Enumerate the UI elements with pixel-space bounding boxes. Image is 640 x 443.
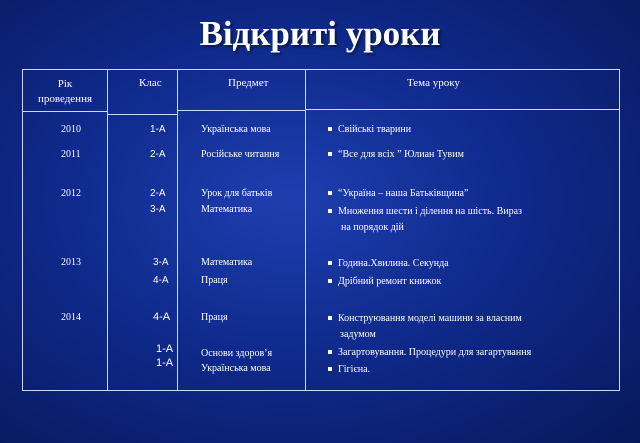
- header-year-line1: Рік: [57, 78, 73, 90]
- year-cell: 2013: [61, 257, 81, 268]
- topic-cell: Свійські тварини: [328, 123, 411, 136]
- subject-cell: Українська мова: [201, 124, 271, 135]
- topic-cell: Загартовування. Процедури для загартування: [328, 346, 531, 359]
- class-cell: 4-А: [153, 311, 171, 323]
- slide-title: Відкриті уроки: [199, 14, 441, 53]
- topic-cell: “Україна – наша Батьківщина”: [328, 187, 468, 200]
- year-cell: 2011: [61, 149, 81, 160]
- subject-cell: Математика: [201, 204, 253, 215]
- topic-cell: Година.Хвилина. Секунда: [328, 257, 449, 270]
- header-subject: Предмет: [228, 77, 269, 89]
- class-cell: 3-А: [153, 257, 169, 268]
- class-cell: 2-А: [150, 188, 166, 199]
- subject-cell: Українська мова: [201, 363, 271, 374]
- row-divider: [23, 111, 107, 112]
- class-cell: 2-А: [150, 149, 166, 160]
- topic-cell: Гігієна.: [328, 363, 370, 376]
- class-cell: 3-А: [150, 204, 166, 215]
- year-cell: 2010: [61, 124, 81, 135]
- subject-cell: Російське читання: [201, 149, 280, 160]
- subject-cell: Математика: [201, 257, 253, 268]
- lessons-table: [22, 69, 620, 391]
- column-divider: [107, 70, 108, 390]
- topic-cell: “Все для всіх ” Юлиан Тувим: [328, 148, 464, 161]
- header-topic: Тема уроку: [407, 77, 460, 89]
- topic-cell: Множення шести і ділення на шість. Вираз: [328, 205, 522, 218]
- topic-cell: Конструювання моделі машини за власним: [328, 312, 522, 325]
- class-cell: 1-А: [156, 343, 174, 355]
- header-year-line2: проведення: [37, 93, 93, 105]
- subject-cell: Урок для батьків: [201, 188, 273, 199]
- subject-cell: Праця: [201, 312, 228, 323]
- class-cell: 4-А: [153, 275, 169, 286]
- row-divider: [177, 110, 305, 111]
- row-divider: [305, 109, 619, 110]
- header-year: [23, 77, 107, 107]
- class-cell: 1-А: [150, 124, 166, 135]
- subject-cell: Праця: [201, 275, 228, 286]
- year-cell: 2012: [61, 188, 81, 199]
- header-class: Клас: [139, 77, 162, 89]
- column-divider: [305, 70, 306, 390]
- year-cell: 2014: [61, 312, 81, 323]
- topic-cell: Дрібний ремонт книжок: [328, 275, 441, 288]
- topic-cell-continuation: на порядок дій: [341, 222, 404, 233]
- subject-cell: Основи здоров’я: [201, 348, 273, 359]
- row-divider: [107, 114, 177, 115]
- column-divider: [177, 70, 178, 390]
- topic-cell-continuation: задумом: [340, 329, 376, 340]
- class-cell: 1-А: [156, 357, 174, 369]
